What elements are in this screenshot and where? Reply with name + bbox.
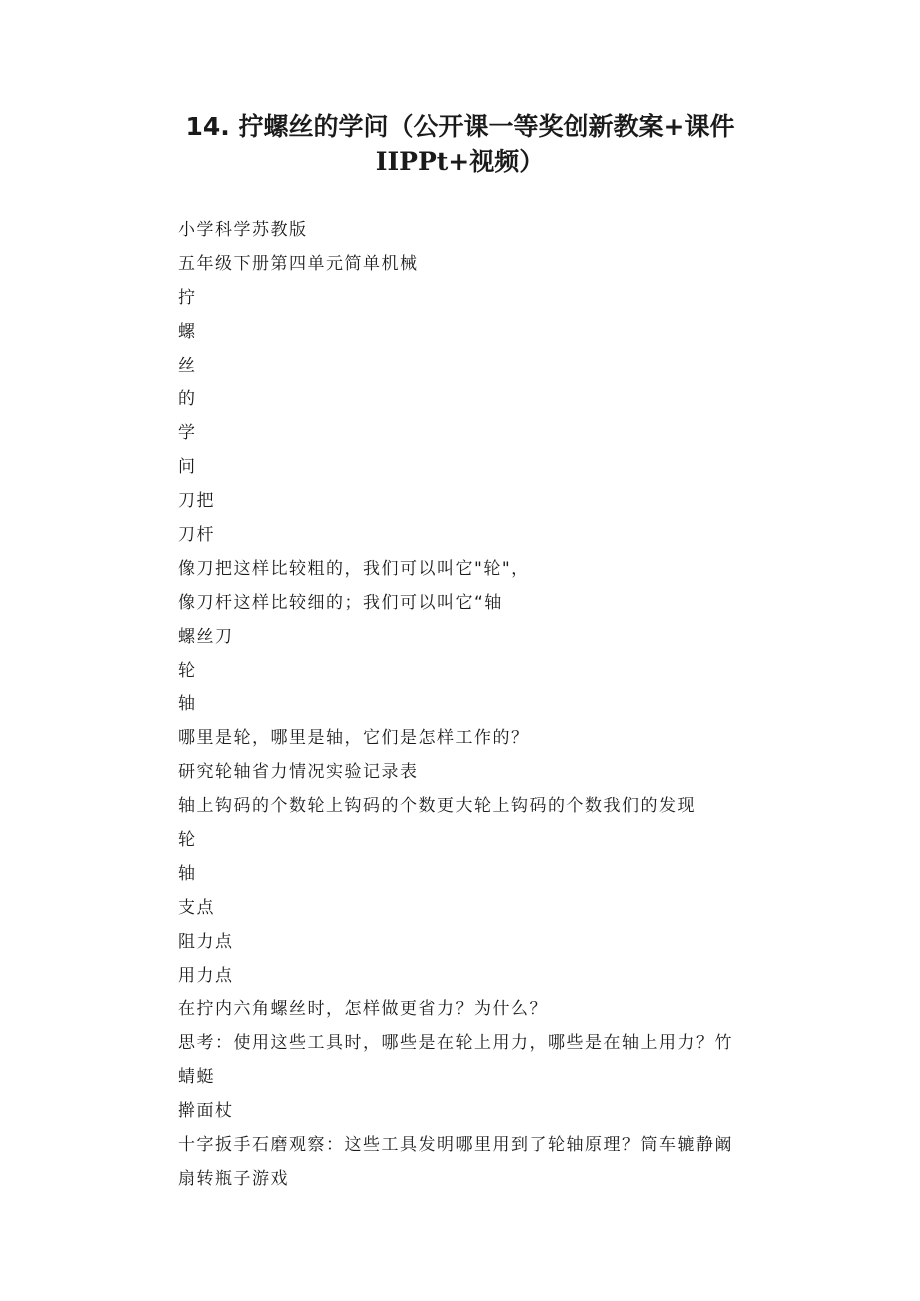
text-line: 学 <box>178 423 197 444</box>
document-body <box>178 214 798 1197</box>
text-line: 研究轮轴省力情况实验记录表 <box>178 762 419 783</box>
text-line: 刀把 <box>178 491 215 512</box>
text-line: 轴 <box>178 694 197 715</box>
text-line: 用力点 <box>178 965 234 986</box>
text-line: 思考：使用这些工具时，哪些是在轮上用力，哪些是在轴上用力？竹 <box>178 1033 733 1054</box>
text-line: 像刀把这样比较粗的，我们可以叫它"轮"， <box>178 558 530 579</box>
text-line: 擀面杖 <box>178 1101 234 1122</box>
text-line: 轴上钩码的个数轮上钩码的个数更大轮上钩码的个数我们的发现 <box>178 796 696 817</box>
text-line: 蜻蜓 <box>178 1067 215 1088</box>
text-line: 扇转瓶子游戏 <box>178 1168 289 1189</box>
text-line: 哪里是轮，哪里是轴，它们是怎样工作的？ <box>178 728 530 749</box>
text-line: 轮 <box>178 660 197 681</box>
text-line: 在拧内六角螺丝时，怎样做更省力？为什么？ <box>178 999 548 1020</box>
text-line: 阻力点 <box>178 931 234 952</box>
text-line: 问 <box>178 457 197 478</box>
text-line: 的 <box>178 389 197 410</box>
text-line: 十字扳手石磨观察：这些工具发明哪里用到了轮轴原理？筒车辘静阚 <box>178 1135 733 1156</box>
text-line: 五年级下册第四单元简单机械 <box>178 253 419 274</box>
text-line: 轴 <box>178 863 197 884</box>
text-line: 螺丝刀 <box>178 626 234 647</box>
document-title-line-2: IIPPt+视频） <box>375 147 545 176</box>
text-line: 螺 <box>178 321 197 342</box>
text-line: 像刀杆这样比较细的；我们可以叫它“轴 <box>178 592 503 613</box>
text-line: 刀杆 <box>178 525 215 546</box>
text-line: 小学科学苏教版 <box>178 220 308 240</box>
text-line: 轮 <box>178 830 197 851</box>
text-line: 拧 <box>178 287 197 308</box>
document-title-line-1: 14. 拧螺丝的学问（公开课一等奖创新教案+课件 <box>185 112 735 141</box>
text-line: 丝 <box>178 355 197 376</box>
text-line: 支点 <box>178 897 215 918</box>
